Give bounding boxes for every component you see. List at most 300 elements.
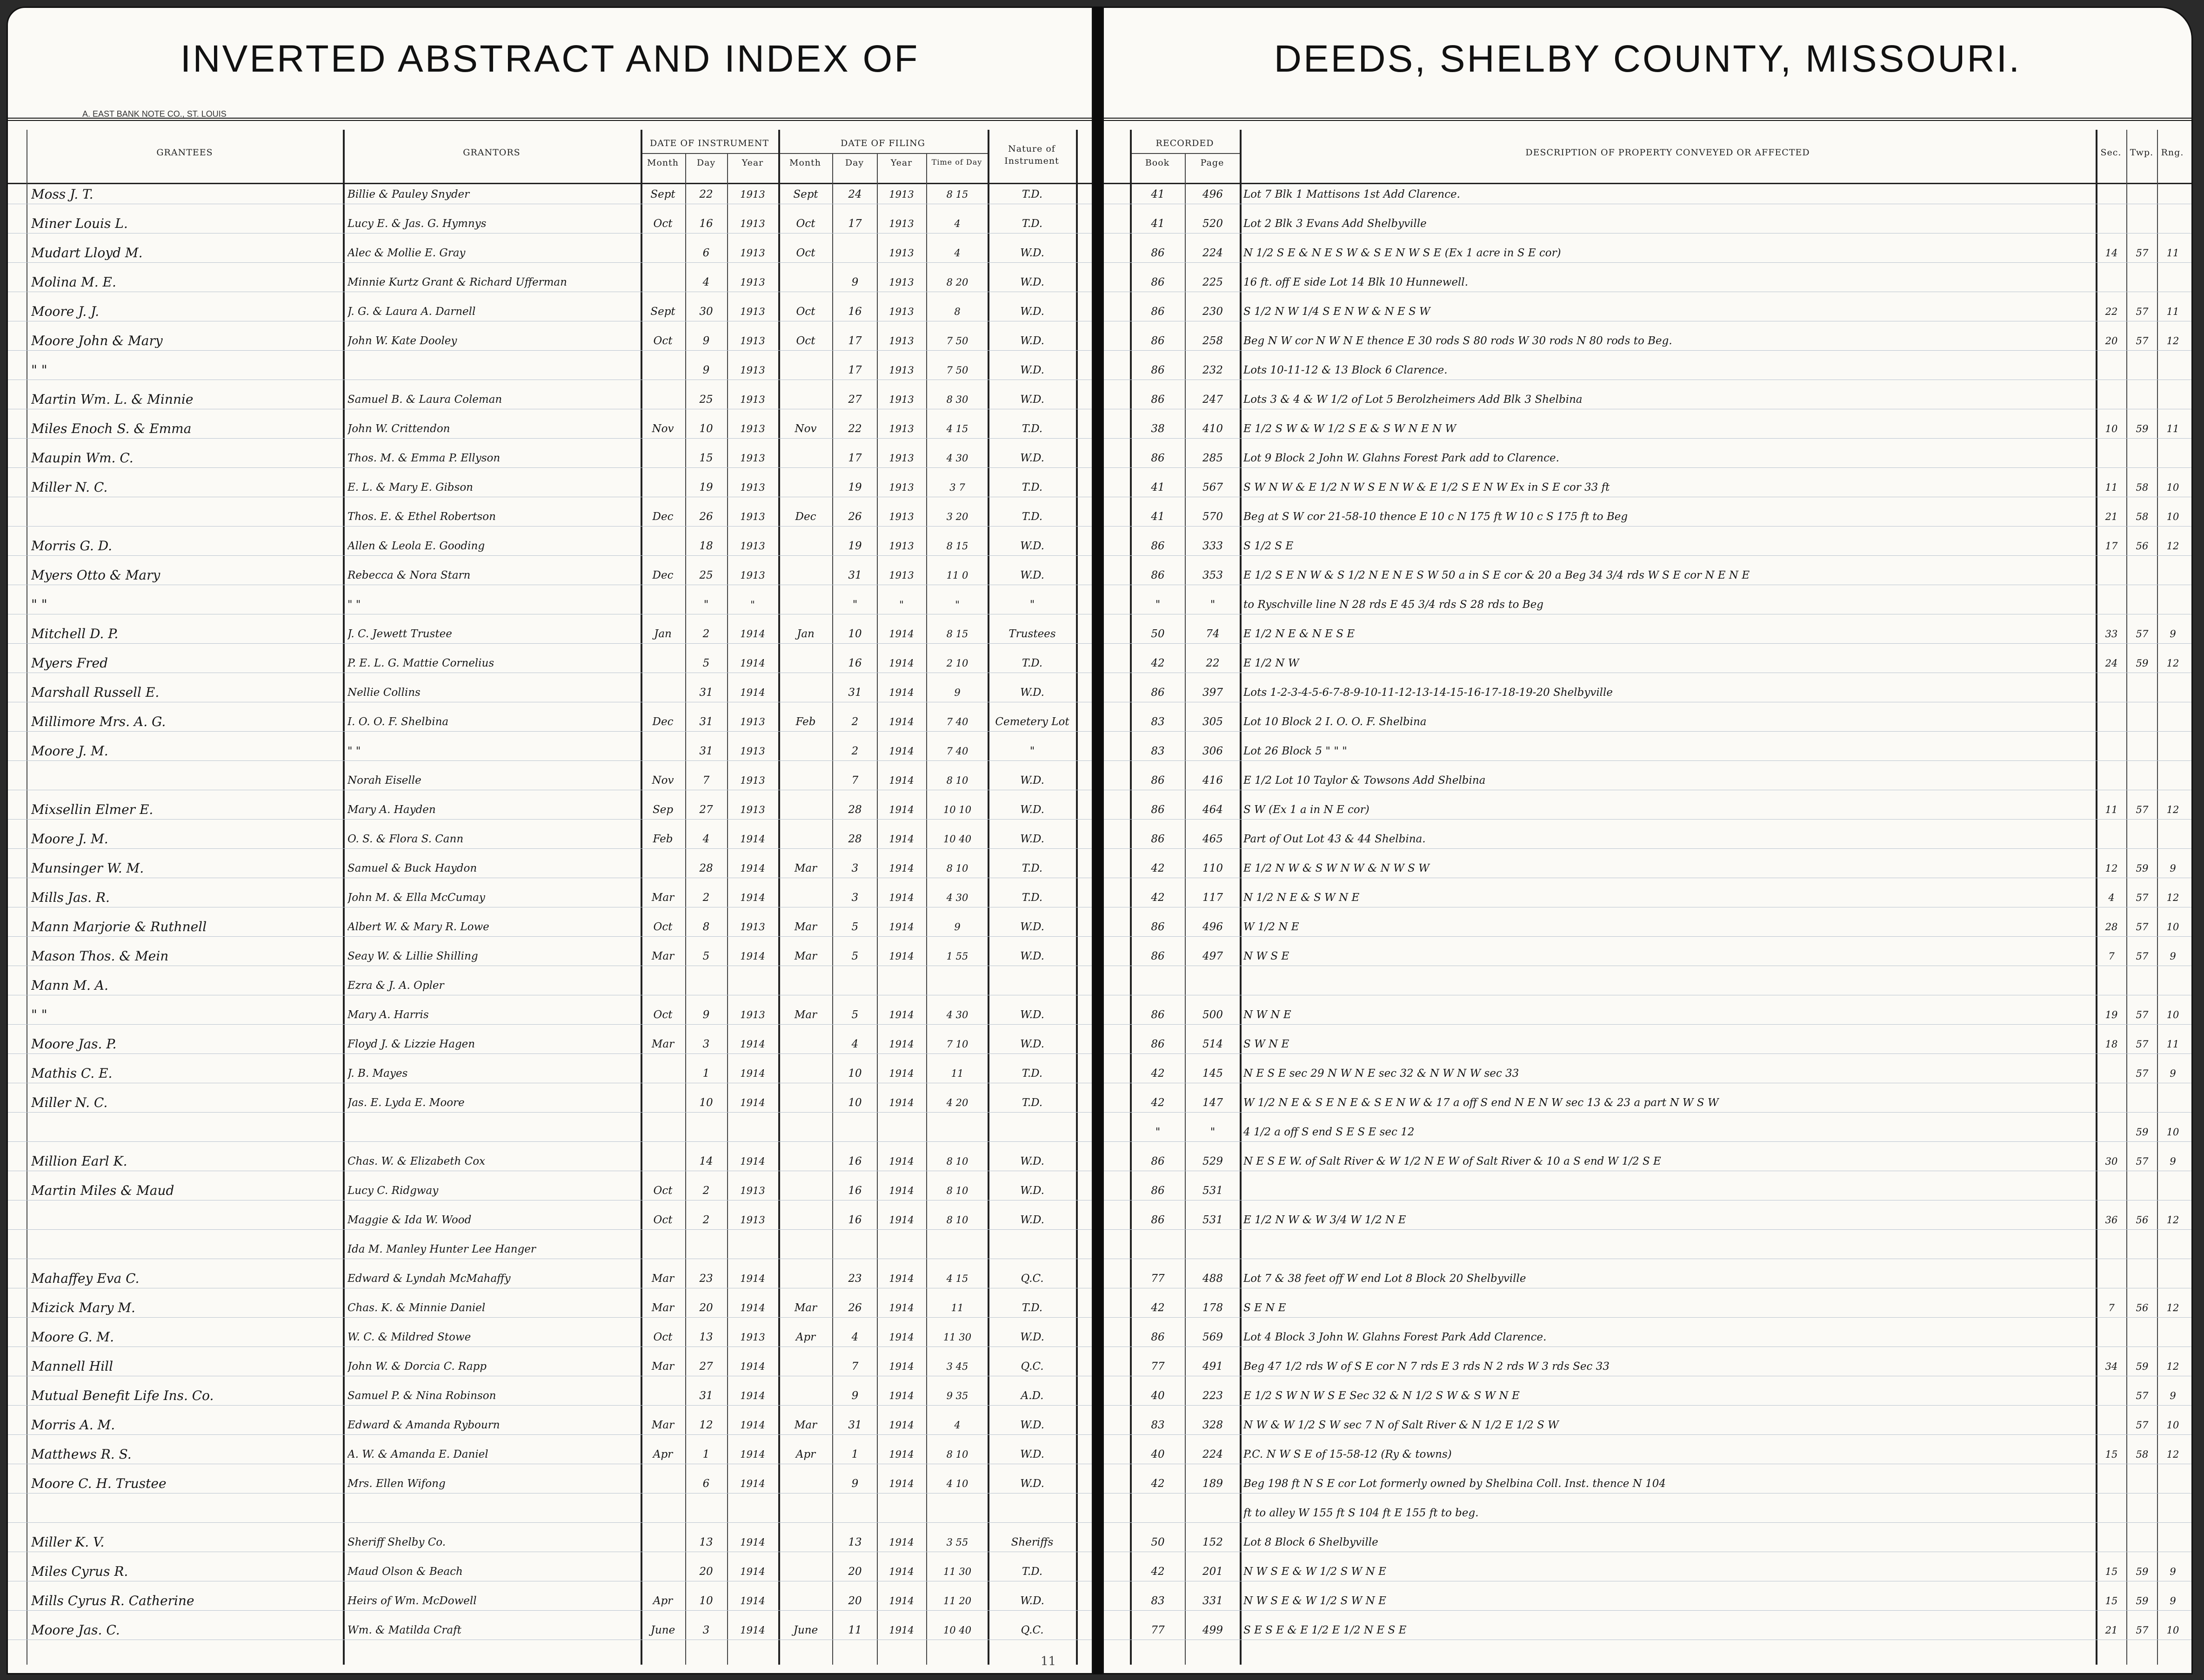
entry-nature: T.D. [1022,1302,1043,1314]
left-ledger-row [8,273,1092,292]
entry-description: 4 1/2 a off S end S E S E sec 12 [1243,1126,1415,1138]
entry-nature: T.D. [1022,1566,1043,1578]
entry-rng [2159,684,2187,701]
entry-description: Lot 9 Block 2 John W. Glahns Forest Park add to Clarence. [1243,452,1559,464]
entry-sec: 30 [2105,1156,2118,1167]
entry-rng: 9 [2170,951,2176,962]
entry-file-year: 1913 [889,511,914,522]
entry-nature: Q.C. [1021,1624,1044,1636]
right-ledger-row [1104,1298,2191,1318]
left-ledger-row [8,888,1092,907]
entry-page: 145 [1202,1067,1223,1080]
entry-inst-month: Oct [653,1009,673,1021]
entry-inst-day [686,977,726,994]
entry-book: 40 [1151,1448,1165,1460]
entry-page: 569 [1202,1331,1223,1343]
entry-page: " [1210,1126,1216,1138]
entry-twp [2128,1533,2156,1551]
entry-nature: W.D. [1020,950,1044,962]
entry-inst-day [686,1240,726,1258]
left-ledger-row [8,1445,1092,1464]
left-ledger-row [8,1240,1092,1259]
entry-inst-day: 8 [702,921,710,933]
col-recorded: RECORDED [1155,138,1214,148]
right-ledger-row [1104,331,2191,351]
entry-twp [2128,830,2156,848]
left-ledger-row [8,419,1092,439]
entry-file-day: 11 [848,1624,862,1636]
entry-rng [2159,567,2187,584]
entry-file-day: 26 [848,511,862,523]
entry-file-month: Dec [795,511,816,523]
entry-rng: 12 [2166,804,2179,815]
entry-sec [2097,1504,2125,1522]
entry-nature: W.D. [1020,569,1044,581]
right-ledger-row [1104,390,2191,409]
entry-inst-month: Mar [651,892,675,904]
entry-grantee: Moore John & Mary [31,333,163,348]
right-ledger-row [1104,1240,2191,1259]
entry-twp: 59 [2136,1566,2149,1577]
entry-nature: W.D. [1020,774,1044,787]
entry-page: 225 [1202,276,1223,288]
entry-inst-month: Mar [651,1419,675,1431]
entry-file-day: 20 [848,1566,862,1578]
entry-description: Lot 10 Block 2 I. O. O. F. Shelbina [1243,716,1427,728]
left-ledger-row [8,741,1092,761]
entry-inst-month: Dec [652,716,674,728]
entry-nature: Cemetery Lot [995,716,1069,728]
entry-grantor: John W. Kate Dooley [347,335,457,347]
entry-time: 2 10 [946,658,968,669]
entry-page: 331 [1202,1595,1223,1607]
entry-file-day: 19 [848,540,862,552]
entry-inst-month: Dec [652,511,674,523]
entry-inst-year [728,1123,777,1141]
entry-nature: T.D. [1022,862,1043,874]
entry-sec [2097,596,2125,613]
entry-page: 496 [1202,921,1223,933]
entry-sec: 33 [2105,628,2118,640]
entry-page: 333 [1202,540,1223,552]
entry-nature: Sheriffs [1011,1536,1054,1548]
entry-description: Beg at S W cor 21-58-10 thence E 10 c N 175 ft W 10 c S 175 ft to Beg [1243,511,1628,523]
entry-book: 86 [1151,687,1165,699]
entry-inst-year: 1913 [740,247,765,259]
entry-file-day: 4 [851,1038,859,1050]
right-ledger-row [1104,683,2191,702]
entry-inst-year: 1913 [740,218,765,229]
entry-rng: 10 [2166,1127,2179,1138]
entry-rng: 12 [2166,1361,2179,1372]
entry-sec [2097,215,2125,233]
left-ledger-row [8,566,1092,585]
entry-description: S E N E [1243,1302,1286,1314]
entry-inst-month [641,977,684,994]
entry-description: N W S E & W 1/2 S W N E [1243,1566,1386,1578]
entry-file-month: Nov [795,423,817,435]
entry-file-day: 16 [848,306,862,318]
entry-description: E 1/2 N W & W 3/4 W 1/2 N E [1243,1214,1406,1226]
entry-inst-month: Dec [652,569,674,581]
entry-file-month: Mar [794,862,817,874]
entry-time: 8 10 [946,1449,968,1460]
entry-file-year: 1914 [889,746,914,757]
entry-book: 40 [1151,1390,1165,1402]
col-inst-month: Month [647,158,679,168]
entry-inst-day: 20 [699,1302,713,1314]
entry-sec: 21 [2105,511,2118,522]
entry-file-year: 1914 [889,1273,914,1284]
entry-rng: 12 [2166,1449,2179,1460]
entry-file-month: Mar [794,950,817,962]
entry-time: 8 10 [946,863,968,874]
entry-grantee: Millimore Mrs. A. G. [31,714,166,729]
entry-file-month [780,361,831,379]
entry-time: 8 10 [946,775,968,786]
entry-file-year: 1914 [889,1566,914,1577]
entry-file-month [780,1504,831,1522]
ledger-book [7,7,2193,1674]
entry-file-year [878,977,925,994]
entry-grantor: Samuel P. & Nina Robinson [347,1390,496,1402]
entry-file-day: 5 [851,950,859,962]
entry-nature: W.D. [1020,247,1044,259]
entry-sec [2097,1065,2125,1082]
entry-inst-year: 1913 [740,540,765,552]
entry-inst-year: 1913 [740,189,765,200]
left-ledger-row [8,243,1092,263]
entry-grantee: Marshall Russell E. [31,685,160,700]
entry-inst-month: Sept [650,306,675,318]
entry-file-month [780,889,831,907]
entry-file-year [878,1240,925,1258]
entry-file-month: Apr [795,1448,816,1460]
entry-grantor: Mary A. Harris [347,1009,429,1021]
col-grantees: GRANTEES [156,147,213,158]
entry-file-year: 1914 [889,1390,914,1401]
entry-rng: 9 [2170,863,2176,874]
entry-sec [2097,1475,2125,1493]
entry-file-month: Sept [793,188,818,200]
entry-nature: W.D. [1020,833,1044,845]
entry-inst-day: 4 [702,833,710,845]
entry-sec [2097,1270,2125,1287]
entry-time: 8 15 [946,628,968,640]
entry-page: 416 [1202,774,1223,787]
right-ledger-row [1104,360,2191,380]
entry-inst-month [641,391,684,408]
entry-grantee [31,1211,338,1229]
entry-file-year: 1914 [889,1097,914,1108]
entry-inst-day: 20 [699,1566,713,1578]
entry-time: 9 35 [946,1390,968,1401]
entry-book: 86 [1151,364,1165,376]
entry-description: N W S E & W 1/2 S W N E [1243,1595,1386,1607]
entry-inst-day: 10 [699,1595,713,1607]
entry-grantee: Miles Enoch S. & Emma [31,421,192,436]
entry-sec: 36 [2105,1214,2118,1226]
right-ledger-row [1104,595,2191,614]
entry-grantee: " " [31,362,47,378]
entry-inst-year: 1914 [740,687,765,698]
entry-time: 4 15 [946,423,968,434]
entry-grantor: Albert W. & Mary R. Lowe [347,921,489,933]
entry-twp [2128,273,2156,291]
entry-grantor [347,1123,636,1141]
entry-inst-year: 1914 [740,951,765,962]
col-date-of-filing: DATE OF FILING [841,138,925,148]
entry-nature: W.D. [1020,335,1044,347]
entry-grantor: Floyd J. & Lizzie Hagen [347,1038,475,1050]
left-ledger-row [8,683,1092,702]
entry-book: 86 [1151,1331,1165,1343]
entry-inst-month: Feb [653,833,673,845]
left-ledger-row [8,771,1092,790]
right-ledger-row [1104,712,2191,732]
entry-sec: 10 [2105,423,2118,434]
entry-page: " [1210,599,1216,611]
entry-book: 86 [1151,452,1165,464]
entry-grantor: Edward & Amanda Rybourn [347,1419,500,1431]
entry-page: 285 [1202,452,1223,464]
entry-grantor: Seay W. & Lillie Shilling [347,950,478,962]
entry-description [1243,1182,2093,1200]
entry-time: 11 20 [943,1595,972,1607]
entry-grantee: Mizick Mary M. [31,1300,135,1315]
entry-file-year [878,1123,925,1141]
entry-book: 86 [1151,804,1165,816]
entry-book: 86 [1151,1155,1165,1167]
entry-file-day: 5 [851,1009,859,1021]
entry-file-month: Feb [795,716,816,728]
entry-grantor: Rebecca & Nora Starn [347,569,471,581]
entry-nature: T.D. [1022,423,1043,435]
left-ledger-row [8,536,1092,556]
entry-file-year [878,1504,925,1522]
entry-book [1132,1504,1184,1522]
entry-inst-day: 25 [699,393,713,406]
left-ledger-row [8,1386,1092,1406]
entry-page: 147 [1202,1097,1223,1109]
entry-rng [2159,449,2187,467]
entry-book: 86 [1151,276,1165,288]
entry-rng [2159,391,2187,408]
entry-description: E 1/2 N E & N E S E [1243,628,1355,640]
entry-time: 4 20 [946,1097,968,1108]
right-ledger-row [1104,800,2191,820]
entry-file-year: 1914 [889,775,914,786]
entry-description: S W (Ex 1 a in N E cor) [1243,804,1369,816]
entry-file-day: 10 [848,1097,862,1109]
entry-twp [2128,391,2156,408]
entry-file-month [780,772,831,789]
entry-inst-year: 1914 [740,1156,765,1167]
entry-file-year: 1914 [889,1478,914,1489]
entry-inst-day: 27 [699,1360,713,1373]
entry-grantee: Myers Fred [31,655,108,671]
entry-file-year: 1914 [889,1361,914,1372]
entry-twp [2128,1328,2156,1346]
entry-description: 16 ft. off E side Lot 14 Blk 10 Hunnewell. [1243,276,1469,288]
entry-nature: Trustees [1008,628,1056,640]
entry-rng [2159,1094,2187,1112]
entry-description: Lots 3 & 4 & W 1/2 of Lot 5 Berolzheimers Add Blk 3 Shelbina [1243,393,1583,406]
entry-sec [2097,742,2125,760]
right-ledger-row [1104,1357,2191,1376]
entry-sec [2097,1533,2125,1551]
entry-twp [2128,977,2156,994]
entry-grantor: O. S. & Flora S. Cann [347,833,464,845]
entry-grantor: John W. & Dorcia C. Rapp [347,1360,487,1373]
entry-description [1243,977,2093,994]
entry-description: Lot 7 Blk 1 Mattisons 1st Add Clarence. [1243,188,1460,200]
entry-inst-year: 1914 [740,1273,765,1284]
entry-time: 7 40 [946,716,968,727]
right-ledger-row [1104,1445,2191,1464]
entry-grantor: Alec & Mollie E. Gray [347,247,466,259]
entry-rng: 9 [2170,628,2176,640]
entry-grantor: " " [347,599,361,611]
entry-twp: 57 [2136,892,2149,903]
entry-inst-year: 1914 [740,1039,765,1050]
entry-grantor: Billie & Pauley Snyder [347,188,470,200]
entry-time: 3 55 [946,1537,968,1548]
entry-file-month [780,1475,831,1493]
entry-time: 8 [954,306,961,317]
entry-book: 83 [1151,716,1165,728]
entry-twp [2128,1475,2156,1493]
right-ledger-row [1104,1152,2191,1171]
entry-inst-day: 23 [699,1273,713,1285]
entry-inst-month: Oct [653,1185,673,1197]
entry-grantee: Miller N. C. [31,480,108,495]
col-page: Page [1200,158,1224,168]
entry-page: 306 [1202,745,1223,757]
entry-file-day: 7 [851,774,859,787]
entry-page [1187,1240,1239,1258]
entry-inst-day: 14 [699,1155,713,1167]
entry-grantor: Allen & Leola E. Gooding [347,540,485,552]
entry-page: 305 [1202,716,1223,728]
entry-rng [2159,1270,2187,1287]
entry-inst-day: 22 [699,188,713,200]
entry-file-year: 1913 [889,306,914,317]
entry-grantee: Morris G. D. [31,538,113,553]
entry-time [928,1240,987,1258]
left-ledger-row [8,1064,1092,1083]
entry-nature: T.D. [1022,657,1043,669]
col-twp: Twp. [2130,147,2154,158]
entry-inst-month: Jan [654,628,672,640]
entry-grantor: Thos. M. & Emma P. Ellyson [347,452,501,464]
entry-book: 86 [1151,393,1165,406]
entry-time: 4 [954,247,961,259]
entry-inst-month [641,1387,684,1405]
right-ledger-row [1104,624,2191,644]
entry-file-month [780,1270,831,1287]
right-ledger-row [1104,1386,2191,1406]
left-ledger-row [8,1181,1092,1200]
entry-description: N E S E sec 29 N W N E sec 32 & N W N W sec 33 [1243,1067,1519,1080]
right-ledger-row [1104,1005,2191,1025]
entry-inst-day: 9 [702,335,710,347]
entry-time: 3 20 [946,511,968,522]
left-ledger-row [8,1474,1092,1493]
entry-twp: 56 [2136,1214,2149,1226]
entry-sec [2097,361,2125,379]
left-ledger-row [8,1210,1092,1230]
entry-file-year: 1914 [889,1537,914,1548]
entry-file-month [780,391,831,408]
entry-twp: 59 [2136,423,2149,434]
entry-description: Lots 1-2-3-4-5-6-7-8-9-10-11-12-13-14-15-16-17-18-19-20 Shelbyville [1243,687,1613,699]
entry-inst-year: 1913 [740,1185,765,1196]
entry-twp: 57 [2136,335,2149,347]
header-bottom-rule [8,183,1093,184]
book-gutter [1093,7,1102,1674]
entry-file-day: 2 [851,745,859,757]
entry-sec: 15 [2105,1449,2118,1460]
entry-file-month [780,684,831,701]
left-page [7,7,1093,1674]
entry-description: N E S E W. of Salt River & W 1/2 N E W of Salt River & 10 a S end W 1/2 S E [1243,1155,1661,1167]
entry-file-day: 19 [848,481,862,493]
entry-sec: 12 [2105,863,2118,874]
entry-rng [2159,977,2187,994]
entry-grantor: J. B. Mayes [347,1067,408,1080]
right-ledger-row [1104,478,2191,497]
entry-description: to Ryschville line N 28 rds E 45 3/4 rds S 28 rds to Beg [1243,599,1544,611]
entry-description: Lot 7 & 38 feet off W end Lot 8 Block 20 Shelbyville [1243,1273,1526,1285]
entry-book: 42 [1151,892,1165,904]
entry-inst-month [641,654,684,672]
entry-nature: W.D. [1020,393,1044,406]
entry-sec: 14 [2105,247,2118,259]
right-ledger-row [1104,1269,2191,1288]
entry-inst-day: 31 [699,716,713,728]
entry-sec [2097,1123,2125,1141]
entry-book: 41 [1151,481,1165,493]
entry-sec [2097,273,2125,291]
entry-page: 328 [1202,1419,1223,1431]
entry-inst-day: 13 [699,1331,713,1343]
entry-file-month [780,1123,831,1141]
entry-grantee: Morris A. M. [31,1417,115,1433]
entry-description: Part of Out Lot 43 & 44 Shelbina. [1243,833,1426,845]
entry-nature: W.D. [1020,1478,1044,1490]
entry-grantee: Martin Miles & Maud [31,1183,174,1198]
entry-book: 86 [1151,833,1165,845]
entry-page: 567 [1202,481,1223,493]
entry-file-day [834,1504,876,1522]
entry-book: " [1155,599,1161,611]
entry-inst-year: 1913 [740,306,765,317]
entry-sec [2097,1416,2125,1434]
entry-inst-month [641,361,684,379]
entry-inst-year: 1914 [740,1537,765,1548]
entry-page: 464 [1202,804,1223,816]
entry-time: 11 [951,1302,964,1313]
entry-sec: 24 [2105,658,2118,669]
col-file-month: Month [789,158,821,168]
entry-grantee [31,1123,338,1141]
entry-page: 232 [1202,364,1223,376]
entry-inst-year: 1914 [740,1097,765,1108]
entry-file-month: Oct [796,306,815,318]
entry-rng [2159,596,2187,613]
entry-inst-day: 3 [702,1038,710,1050]
